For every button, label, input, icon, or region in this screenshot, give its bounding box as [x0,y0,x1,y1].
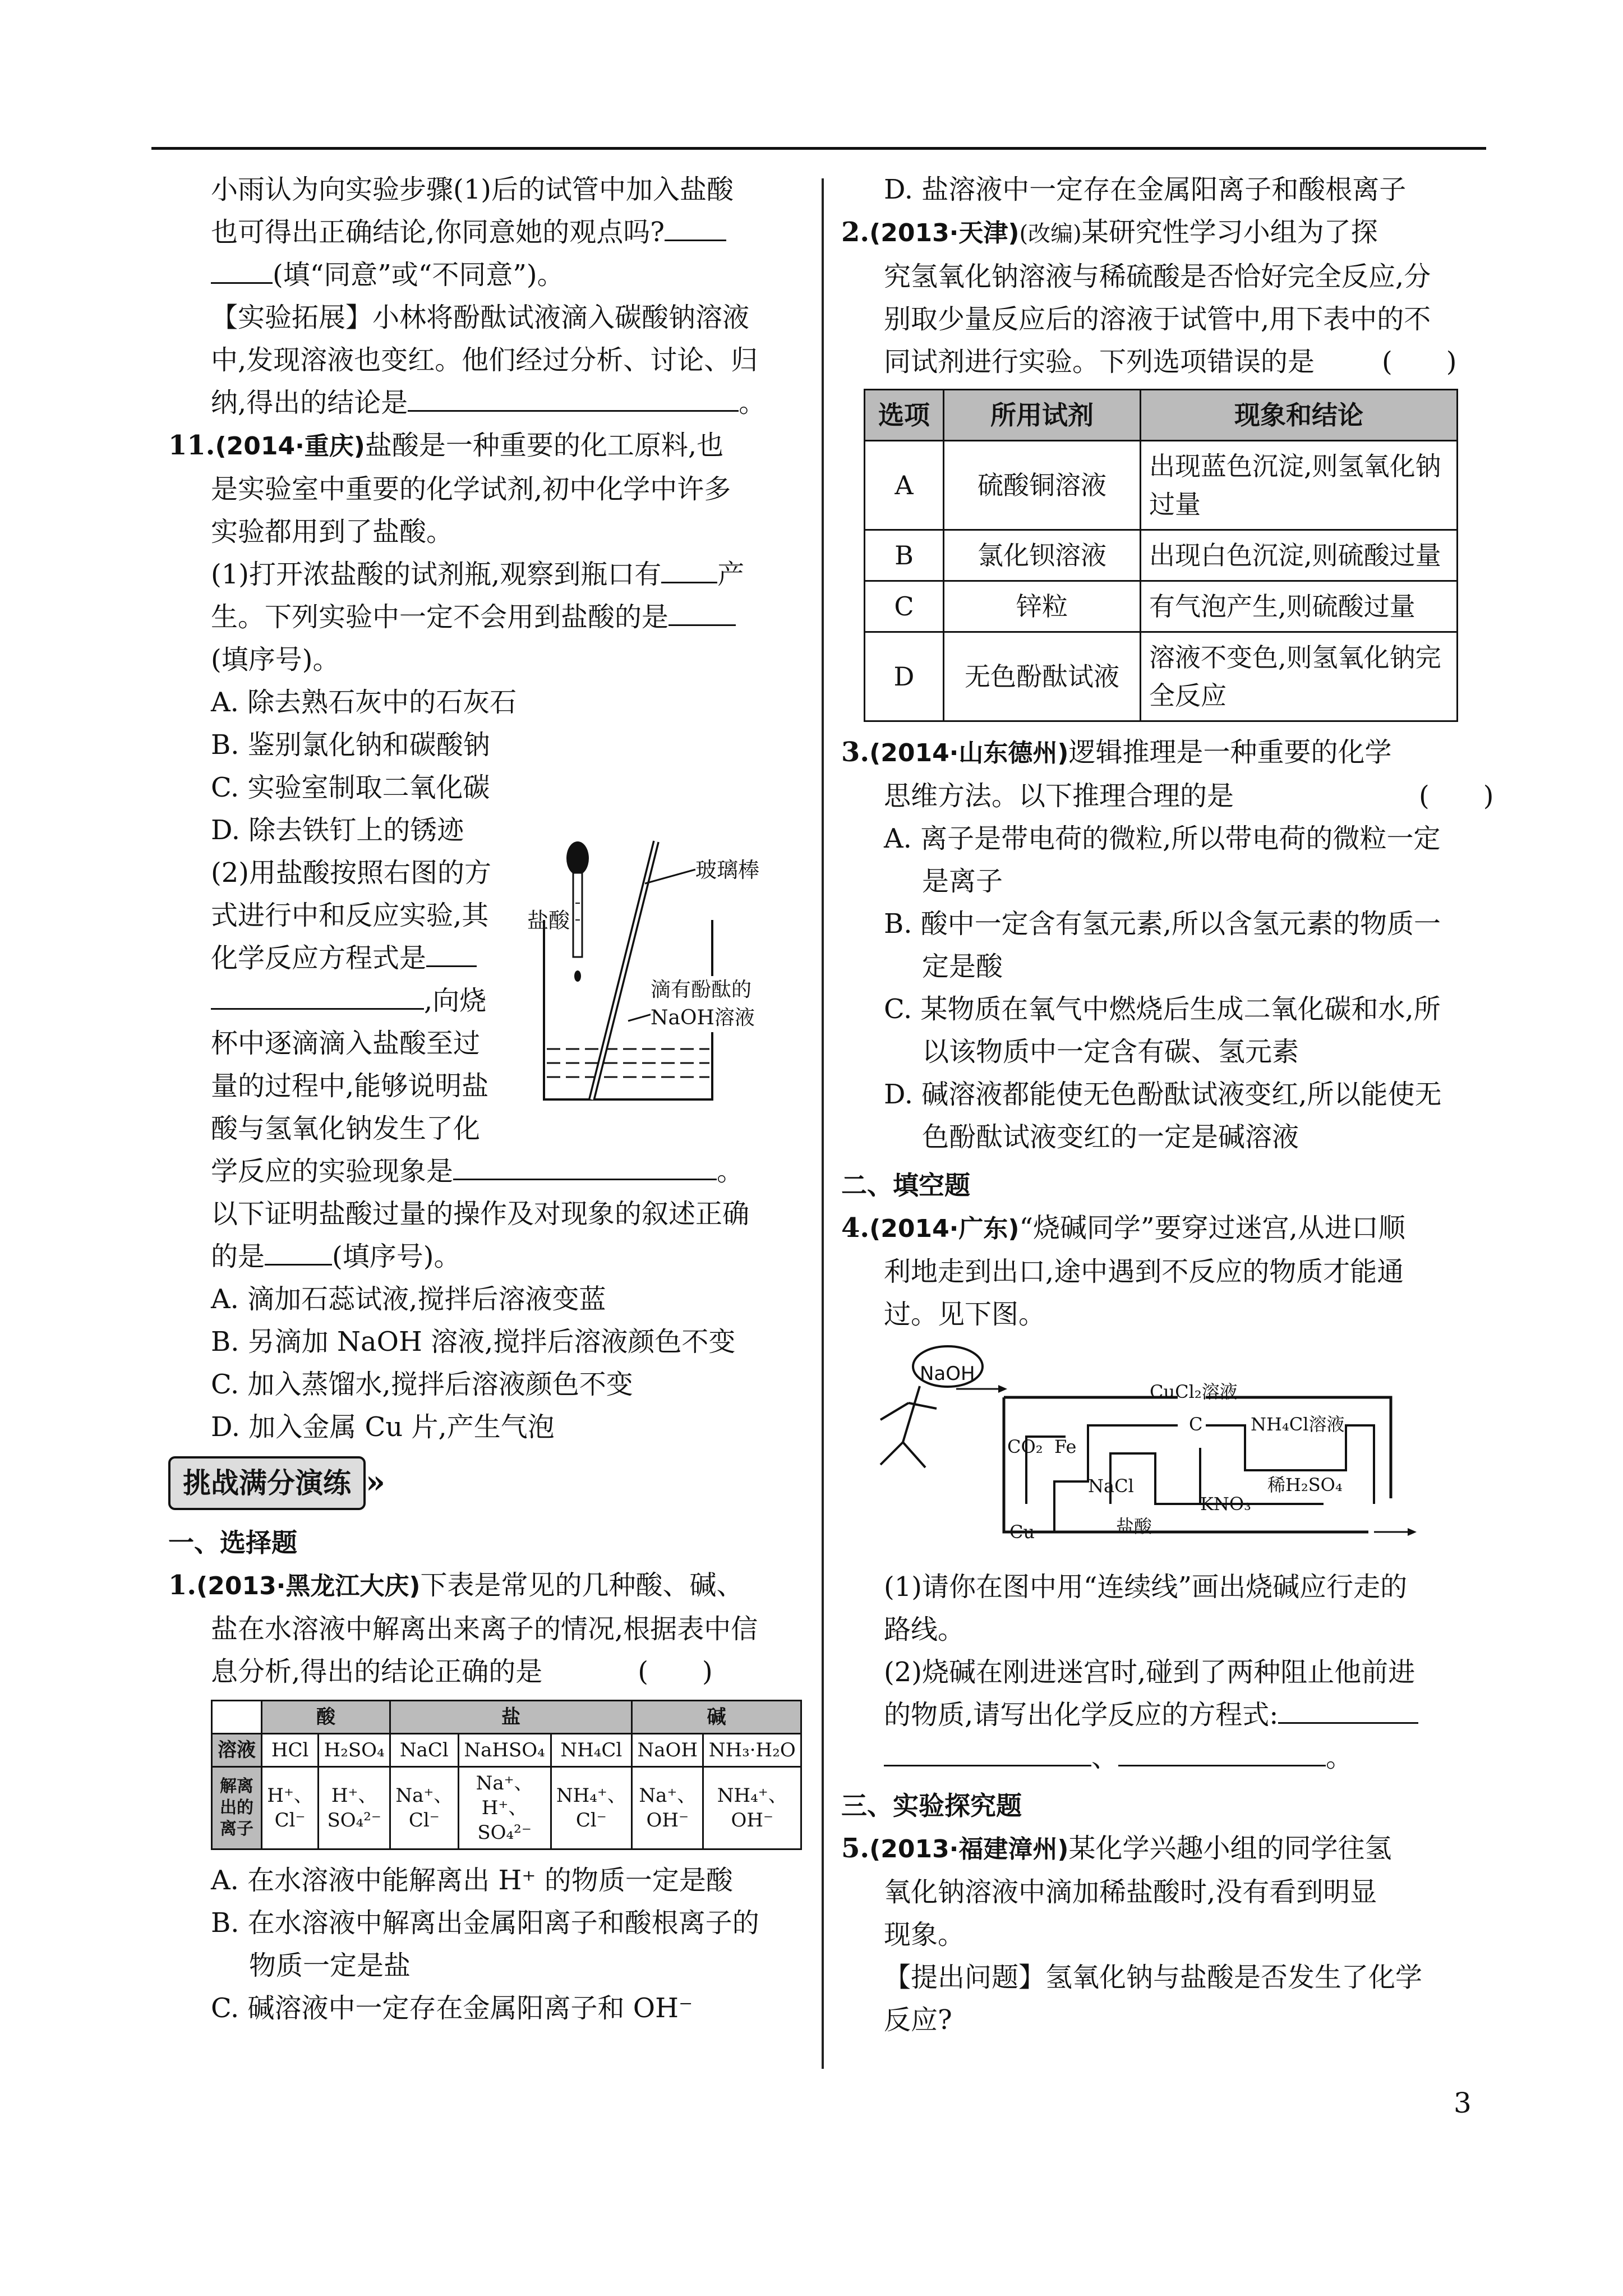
text-line: 物质一定是盐 [249,1950,411,1981]
option-c: C. 加入蒸馏水,搅拌后溶液颜色不变 [211,1369,633,1400]
maze-label-h2so4: 稀H₂SO₄ [1267,1474,1343,1496]
option-a: A. 滴加石蕊试液,搅拌后溶液变蓝 [211,1283,606,1315]
option-b: B. 在水溶液中解离出金属阳离子和酸根离子的 [211,1907,759,1939]
table-cell: 出现白色沉淀,则硫酸过量 [1141,530,1458,581]
option-b: B. 酸中一定含有氢元素,所以含氢元素的物质一 [884,908,1441,940]
option-d: D. 盐溶液中一定存在金属阳离子和酸根离子 [884,174,1407,205]
table-cell: NaOH [632,1734,703,1767]
text-line: 利地走到出口,途中遇到不反应的物质才能通 [884,1256,1404,1287]
answer-paren[interactable]: ( ) [1382,346,1457,378]
option-d: D. 加入金属 Cu 片,产生气泡 [211,1411,555,1443]
table-cell: NH₄⁺、Cl⁻ [551,1767,632,1849]
question-source: (2013·黑龙江大庆) [196,1572,421,1600]
text-line: 中,发现溶液也变红。他们经过分析、讨论、归 [211,344,758,376]
text-line: ,向烧 [168,979,802,1022]
section-heading: 三、实验探究题 [841,1791,1022,1821]
text-line: 别取少量反应后的溶液于试管中,用下表中的不 [884,303,1431,335]
question-1: 1.(2013·黑龙江大庆)下表是常见的几种酸、碱、 [168,1570,744,1601]
answer-blank[interactable] [884,1738,1091,1766]
table-cell: Na⁺、H⁺、SO₄²⁻ [458,1767,551,1849]
table-cell: H⁺、Cl⁻ [262,1767,319,1849]
answer-blank[interactable] [665,213,726,241]
text-line: (1)请你在图中用“连续线”画出烧碱应行走的 [884,1571,1408,1603]
text-line: 杯中逐滴滴入盐酸至过 [211,1028,481,1059]
question-11: 11.(2014·重庆)盐酸是一种重要的化工原料,也 [168,430,724,461]
row-header: 解离出的离子 [212,1767,262,1849]
question-source: (2013·福建漳州) [869,1835,1069,1864]
page-number: 3 [1454,2087,1472,2119]
option-b: B. 鉴别氯化钠和碳酸钠 [211,729,490,761]
maze-label-cu: Cu [1009,1521,1035,1543]
text-line: 化学反应方程式是 [168,937,802,979]
table-row [212,1734,801,1767]
maze-label-fe: Fe [1054,1436,1077,1457]
label-glass-rod: 玻璃棒 [695,858,760,882]
right-column [841,168,1492,2041]
text-line: 定是酸 [922,951,1003,982]
maze-label-c: C [1189,1414,1203,1435]
text-line: 究氢氧化钠溶液与稀硫酸是否恰好完全反应,分 [884,261,1431,292]
beaker-figure [527,836,808,1116]
text-line: 式进行中和反应实验,其 [211,900,489,931]
text-line: 息分析,得出的结论正确的是 ( ) [211,1656,713,1687]
table-cell: NH₄Cl [551,1734,632,1767]
text-line: 生。下列实验中一定不会用到盐酸的是 [168,596,802,638]
question-source: (2014·重庆) [215,432,365,461]
answer-blank[interactable] [426,938,477,967]
text-line: 实验都用到了盐酸。 [211,516,454,547]
text-line: 路线。 [884,1614,965,1645]
text-line: (2)烧碱在刚进迷宫时,碰到了两种阻止他前进 [884,1657,1415,1688]
table-cell: NaHSO₄ [458,1734,551,1767]
table-cell: NH₃·H₂O [703,1734,801,1767]
answer-blank[interactable] [265,1237,332,1266]
option-d: D. 除去铁钉上的锈迹 [211,815,464,846]
answer-paren[interactable]: ( ) [1419,780,1494,812]
text-line: 以下证明盐酸过量的操作及对现象的叙述正确 [211,1198,750,1230]
maze-label-kno3: KNO₃ [1200,1493,1251,1515]
text-line: 也可得出正确结论,你同意她的观点吗? [168,211,802,254]
table-row [865,441,1458,530]
maze-label-nh4cl: NH₄Cl溶液 [1251,1414,1345,1435]
table-cell: Na⁺、OH⁻ [632,1767,703,1849]
answer-blank[interactable] [453,1152,717,1180]
table-cell: 溶液不变色,则氢氧化钠完全反应 [1141,632,1458,721]
answer-blank[interactable] [211,981,424,1010]
maze-label-cucl2: CuCl₂溶液 [1150,1381,1238,1402]
question-source: (2014·广东) [869,1214,1020,1243]
option-c: C. 碱溶液中一定存在金属阳离子和 OH⁻ [211,1993,693,2024]
table-cell: D [865,632,944,721]
maze-label-co2: CO₂ [1007,1436,1043,1457]
question-3: 3.(2014·山东德州)逻辑推理是一种重要的化学 [841,737,1392,768]
table-cell: 有气泡产生,则硫酸过量 [1141,581,1458,632]
label-solution: 滴有酚酞的 NaOH溶液 [651,976,755,1032]
challenge-banner: 挑战满分演练 » [168,1448,802,1516]
column-divider [822,178,824,2069]
table-cell: H₂SO₄ [319,1734,390,1767]
question-4: 4.(2014·广东)“烧碱同学”要穿过迷宫,从进口顺 [841,1212,1405,1244]
text-line: 是实验室中重要的化学试剂,初中化学中许多 [211,473,731,505]
section-heading: 一、选择题 [168,1527,297,1558]
text-line: 【实验拓展】小林将酚酞试液滴入碳酸钠溶液 [211,302,750,333]
text-line: 是离子 [922,866,1003,897]
text-line: 现象。 [884,1919,965,1950]
table-cell: 锌粒 [944,581,1141,632]
text-line: 以该物质中一定含有碳、氢元素 [922,1036,1299,1068]
table-cell: A [865,441,944,530]
answer-blank[interactable] [408,383,739,412]
text-line: 酸与氢氧化钠发生了化 [211,1113,481,1144]
column-header: 选项 [865,390,944,441]
text-line: 色酚酞试液变红的一定是碱溶液 [922,1121,1299,1153]
answer-blank[interactable] [211,255,273,284]
text-line: 学反应的实验现象是 。 [168,1150,802,1193]
text-line: 纳,得出的结论是 。 [168,381,802,424]
text-line: 过。见下图。 [884,1299,1046,1330]
group-header: 酸 [262,1701,390,1734]
answer-blank[interactable] [661,555,717,583]
question-2: 2.(2013·天津)(改编)某研究性学习小组为了探 [841,217,1378,248]
group-header: 盐 [390,1701,632,1734]
table-cell: NaCl [390,1734,459,1767]
option-a: A. 在水溶液中能解离出 H⁺ 的物质一定是酸 [211,1865,733,1896]
question-5: 5.(2013·福建漳州)某化学兴趣小组的同学往氢 [841,1833,1392,1864]
text-line: (1)打开浓盐酸的试剂瓶,观察到瓶口有 产 [168,553,802,596]
table-cell: NH₄⁺、OH⁻ [703,1767,801,1849]
text-line: 反应? [884,2004,952,2036]
option-c: C. 实验室制取二氧化碳 [211,772,490,803]
text-line: 的是 (填序号)。 [168,1235,802,1278]
table-cell: 出现蓝色沉淀,则氢氧化钠过量 [1141,441,1458,530]
answer-blank[interactable] [1118,1738,1326,1766]
option-d: D. 碱溶液都能使无色酚酞试液变红,所以能使无 [884,1079,1442,1110]
text-line: 思维方法。以下推理合理的是 ( ) [884,780,1494,812]
text-line: 同试剂进行实验。下列选项错误的是 ( ) [884,346,1457,378]
section-heading: 二、填空题 [841,1170,970,1200]
table-row [212,1767,801,1849]
text-line: (2)用盐酸按照右图的方 [211,857,491,889]
maze-label-nacl: NaCl [1088,1475,1134,1497]
column-header: 现象和结论 [1141,390,1458,441]
column-header: 所用试剂 [944,390,1141,441]
question-source: (2013·天津) [869,219,1020,247]
text-line: 的物质,请写出化学反应的方程式: [841,1694,1492,1736]
header-rule [151,147,1486,150]
table-cell: C [865,581,944,632]
ion-table [211,1700,802,1850]
option-a: A. 离子是带电荷的微粒,所以带电荷的微粒一定 [884,823,1441,854]
maze-label-naoh: NaOH [920,1363,975,1385]
answer-paren[interactable]: ( ) [638,1656,713,1687]
table-row [865,530,1458,581]
text-line: 氧化钠溶液中滴加稀盐酸时,没有看到明显 [884,1876,1377,1908]
question-source: (2014·山东德州) [869,739,1069,767]
text-line: (填序号)。 [211,644,340,675]
table-cell: H⁺、SO₄²⁻ [319,1767,390,1849]
options-table [864,389,1458,722]
table-cell: 硫酸铜溶液 [944,441,1141,530]
text-line: 【提出问题】氢氧化钠与盐酸是否发生了化学 [884,1962,1423,1993]
text-line: 量的过程中,能够说明盐 [211,1070,489,1102]
text-line: 小雨认为向实验步骤(1)后的试管中加入盐酸 [211,174,734,205]
option-a: A. 除去熟石灰中的石灰石 [211,687,517,718]
table-cell: HCl [262,1734,319,1767]
text-line: (填“同意”或“不同意”)。 [168,254,802,296]
row-header: 溶液 [212,1734,262,1767]
option-b: B. 另滴加 NaOH 溶液,搅拌后溶液颜色不变 [211,1326,736,1358]
text-line: 盐在水溶液中解离出来离子的情况,根据表中信 [211,1613,758,1645]
label-acid: 盐酸 [527,908,570,933]
table-row [865,632,1458,721]
answer-blank[interactable] [1278,1695,1418,1724]
answer-blank[interactable] [668,597,736,626]
maze-figure [841,1336,1492,1566]
table-cell: 氯化钡溶液 [944,530,1141,581]
table-row [865,581,1458,632]
text-line: 、 。 [841,1736,1492,1779]
table-cell: 无色酚酞试液 [944,632,1141,721]
table-cell: B [865,530,944,581]
option-c: C. 某物质在氧气中燃烧后生成二氧化碳和水,所 [884,993,1441,1025]
table-cell: Na⁺、Cl⁻ [390,1767,459,1849]
maze-label-hcl: 盐酸 [1116,1516,1152,1537]
group-header: 碱 [632,1701,801,1734]
